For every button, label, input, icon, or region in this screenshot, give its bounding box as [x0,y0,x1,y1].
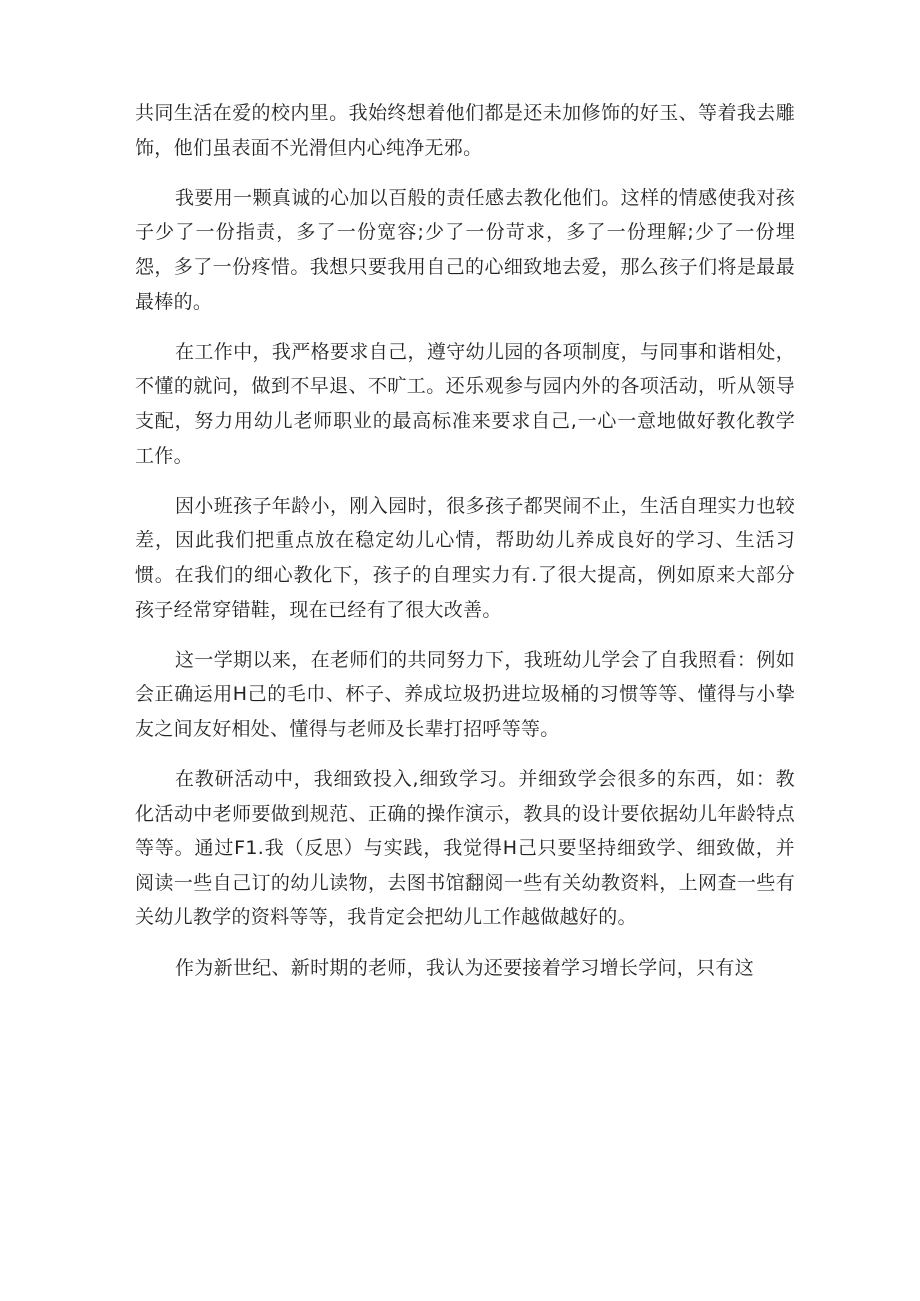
paragraph-gap [135,746,795,762]
paragraph-gap [135,627,795,643]
paragraph-7: 作为新世纪、新时期的老师，我认为还要接着学习增长学问，只有这 [175,956,755,979]
paragraph-gap [135,319,795,335]
paragraph-3: 在工作中，我严格要求自己，遵守幼儿园的各项制度，与同事和谐相处，不懂的就问，做到不早退、不旷工。还乐观参与园内外的各项活动，听从领导支配，努力用幼儿老师职业的最高标准来要求自己,一心一意地做好教化教学工作。 [135,340,795,467]
body-text [135,96,795,985]
paragraph-gap [135,473,795,489]
paragraph-5: 这一学期以来，在老师们的共同努力下，我班幼儿学会了自我照看：例如会正确运用H己的毛巾、杯子、养成垃圾扔进垃圾桶的习惯等等、懂得与小挚友之间友好相处、懂得与老师及长辈打招呼等等。 [135,648,795,740]
paragraph-gap [135,935,795,951]
paragraph-2: 我要用一颗真诚的心加以百般的责任感去教化他们。这样的情感使我对孩子少了一份指责，多了一份宽容;少了一份苛求，多了一份理解;少了一份埋怨，多了一份疼惜。我想只要我用自己的心细致地去爱，那么孩子们将是最最最棒的。 [135,186,795,313]
paragraph-4: 因小班孩子年龄小，刚入园时，很多孩子都哭闹不止，生活自理实力也较差，因此我们把重点放在稳定幼儿心情，帮助幼儿养成良好的学习、生活习惯。在我们的细心教化下，孩子的自理实力有.了很大提高，例如原来大部分孩子经常穿错鞋，现在已经有了很大改善。 [135,494,795,621]
paragraph-6: 在教研活动中，我细致投入,细致学习。并细致学会很多的东西，如：教化活动中老师要做到规范、正确的操作演示，教具的设计要依据幼儿年龄特点等等。通过F1.我（反思）与实践，我觉得H己只要坚持细致学、细致做，并阅读一些自己订的幼儿读物，去图书馆翻阅一些有关幼教资料，上网查一些有关幼儿教学的资料等等，我肯定会把幼儿工作越做越好的。 [135,768,795,929]
paragraph-1: 共同生活在爱的校内里。我始终想着他们都是还未加修饰的好玉、等着我去雕饰，他们虽表面不光滑但内心纯净无邪。 [135,102,795,159]
paragraph-gap [135,165,795,181]
